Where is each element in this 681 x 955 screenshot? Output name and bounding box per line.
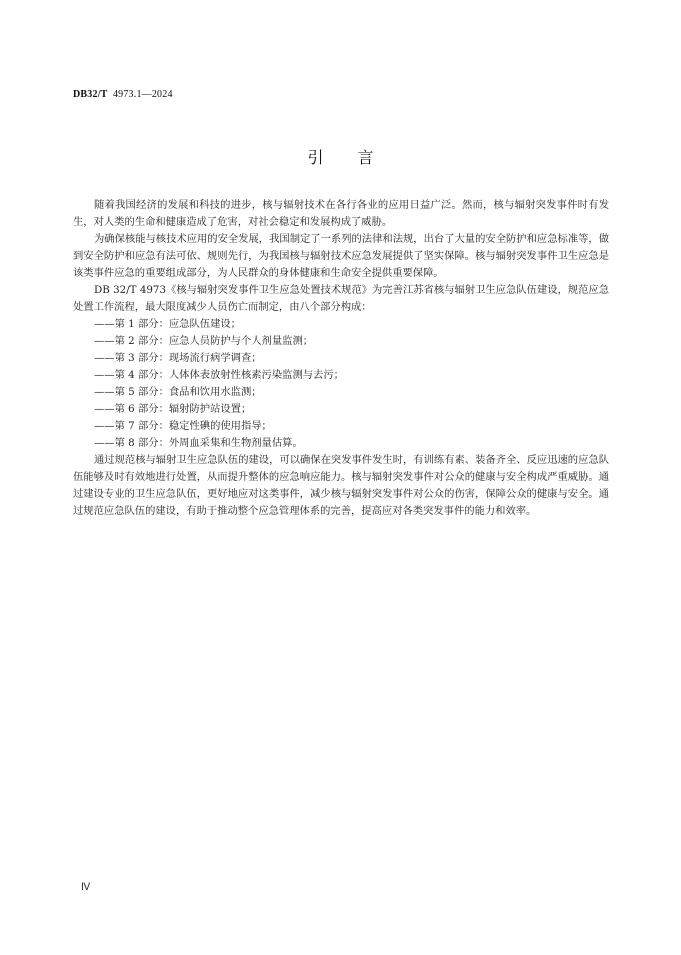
parts-list-item: ——第 4 部分：人体体表放射性核素污染监测与去污； <box>94 369 344 381</box>
parts-list-item: ——第 2 部分：应急人员防护与个人剂量监测； <box>94 335 314 347</box>
parts-list-item: ——第 5 部分：食品和饮用水监测； <box>94 386 262 398</box>
standard-code-prefix: DB32/T <box>73 89 108 100</box>
parts-list-item: ——第 6 部分：辐射防护站设置； <box>94 403 252 415</box>
parts-list-item: ——第 3 部分：现场流行病学调查； <box>94 352 262 364</box>
parts-list-item: ——第 8 部分：外周血采集和生物剂量估算。 <box>94 437 303 449</box>
standard-code-number: 4973.1—2024 <box>107 89 173 100</box>
parts-list-item: ——第 1 部分：应急队伍建设； <box>94 318 241 330</box>
section-title: 引言 <box>307 148 408 167</box>
paragraph-regulations: 为确保核能与核技术应用的安全发展，我国制定了一系列的法律和法规，出台了大量的安全防护和应急标准等，做到安全防护和应急有法可依、规则先行，为我国核与辐射技术应急发展提供了坚实保障。核与辐射突发事件卫生应急是该类事件应急的重要组成部分，为人民群众的身体健康和生命安全提供重要保障。 <box>73 233 609 279</box>
parts-list-item: ——第 7 部分：稳定性碘的使用指导； <box>94 420 272 432</box>
parts-list <box>73 316 609 452</box>
paragraph-background: 随着我国经济的发展和科技的进步，核与辐射技术在各行各业的应用日益广泛。然而，核与辐射突发事件时有发生，对人类的生命和健康造成了危害，对社会稳定和发展构成了威胁。 <box>73 199 609 228</box>
standard-code <box>73 89 173 100</box>
paragraph-purpose: 通过规范核与辐射卫生应急队伍的建设，可以确保在突发事件发生时，有训练有素、装备齐全、反应迅速的应急队伍能够及时有效地进行处置，从而提升整体的应急响应能力。核与辐射突发事件对公众的健康与安全构成严重威胁。通过建设专业的卫生应急队伍，更好地应对这类事件，减少核与辐射突发事件对公众的伤害，保障公众的健康与安全。通过规范应急队伍的建设，有助于推动整个应急管理体系的完善，提高应对各类突发事件的能力和效率。 <box>73 454 609 517</box>
page-number: Ⅳ <box>81 882 91 893</box>
body-text <box>73 197 609 520</box>
paragraph-standard-structure: DB 32/T 4973《核与辐射突发事件卫生应急处置技术规范》为完善江苏省核与辐射卫生应急队伍建设，规范应急处置工作流程，最大限度减少人员伤亡而制定，由八个部分构成： <box>73 284 609 313</box>
